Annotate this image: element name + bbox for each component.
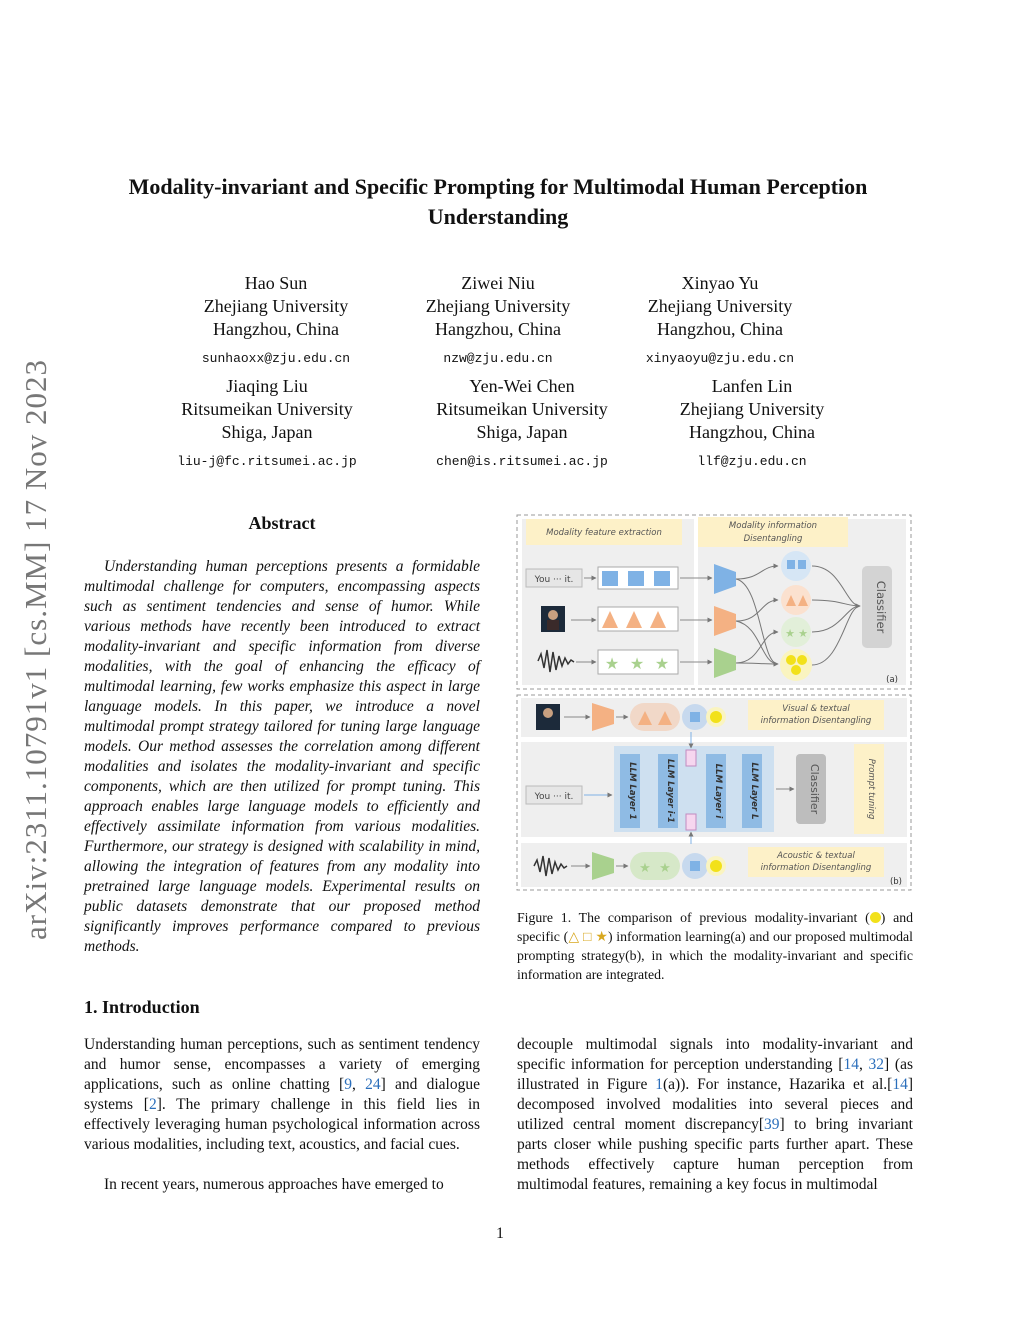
llm-layer-label: LLM Layer L (749, 762, 759, 820)
author-block (600, 272, 840, 370)
classifier-label: Classifier (874, 580, 888, 634)
author-block (632, 375, 872, 473)
author-name: Hao Sun (244, 273, 308, 293)
author-name: Ziwei Niu (461, 273, 535, 293)
square-icon (787, 560, 795, 569)
star-icon: ★ (785, 628, 795, 640)
author-affiliation: Zhejiang University (679, 399, 825, 419)
author-block (402, 375, 642, 473)
citation-link[interactable]: 32 (868, 1056, 885, 1073)
square-icon (602, 571, 618, 586)
feature-extraction-label: Modality feature extraction (546, 528, 662, 538)
author-location: Hangzhou, China (435, 319, 561, 339)
text-run: Figure 1. The comparison of previous modality-invariant ( (517, 910, 870, 925)
invariant-dot-icon (870, 912, 881, 923)
text-run: Understanding human perceptions, such as sentiment tendency and humor sense, encompasses a variety of emerging applications, such as online chatting [ (84, 1036, 480, 1093)
text-run: ] to bring invariant parts closer while pushing specific parts further apart. These methods effectively capture human perception from multimodal features, remaining a key focus in multimodal (517, 1116, 913, 1193)
disentangling-label-line1: Modality information (728, 521, 818, 531)
author-location: Hangzhou, China (657, 319, 783, 339)
star-icon: ★ (654, 656, 670, 673)
invariant-dot (710, 711, 722, 723)
prompt-token-icon (686, 814, 696, 830)
introduction-heading: 1. Introduction (84, 997, 200, 1017)
disentangling-label-line2: Disentangling (743, 534, 803, 544)
page-number: 1 (496, 1225, 504, 1242)
abstract-heading: Abstract (248, 513, 316, 533)
author-name: Xinyao Yu (681, 273, 759, 293)
invariant-dot (710, 860, 722, 872)
citation-link[interactable]: 2 (148, 1096, 157, 1113)
author-email[interactable]: llf@zju.edu.cn (697, 454, 807, 469)
classifier-label: Classifier (808, 763, 821, 815)
text-input-label: You ··· it. (534, 792, 574, 802)
author-email[interactable]: sunhaoxx@zju.edu.cn (201, 351, 351, 366)
author-location: Shiga, Japan (221, 422, 313, 442)
face-icon (548, 610, 558, 620)
intro-paragraph-right (517, 1035, 913, 1195)
arxiv-identifier: arXiv:2311.10791v1 [cs.MM] 17 Nov 2023 (18, 358, 53, 940)
text-input-label: You ··· it. (534, 575, 574, 585)
author-affiliation: Ritsumeikan University (181, 399, 353, 419)
abstract-text: Understanding human perceptions presents a formidable multimodal challenge for computers, encompassing aspects such as sentiment tendencies and sense of humor. While various methods have recently been introduced to extract modality-invariant and specific information from diverse modalities, with the goal of enhancing the efficacy of multimodal learning, few works emphasize this aspect in large language models. In this paper, we introduce a novel multimodal prompt strategy tailored for tuning large language models. Our method assesses the correlation among different modalities and isolates the modality-invariant and specific components, which are then utilized for prompt tuning. This approach enables large language models to efficiently and effectively assimilate information from various modalities. Furthermore, our strategy is designed with scalability in mind, allowing the integration of features from any modality into pretrained large language models. Experimental results on public datasets demonstrate that our proposed method significantly improves performance compared to previous methods. (84, 558, 480, 955)
author-affiliation: Zhejiang University (647, 296, 793, 316)
panel-a-tag: (a) (886, 675, 898, 685)
acoustic-disentangling-label-line2: information Disentangling (760, 863, 872, 873)
author-name: Jiaqing Liu (226, 376, 308, 396)
specific-text-node (781, 551, 811, 581)
specific-visual-node (781, 585, 811, 615)
author-email[interactable]: xinyaoyu@zju.edu.cn (645, 351, 795, 366)
face-icon (543, 708, 553, 718)
square-icon (628, 571, 644, 586)
figure-link[interactable]: 1 (655, 1076, 663, 1093)
text-run: ) information learning(a) and our proposed multimodal prompting strategy(b), in which the modality-invariant and specific information are integrated. (517, 929, 913, 982)
star-icon: ★ (604, 656, 620, 673)
intro-paragraph-2: In recent years, numerous approaches have emerged to (104, 1176, 444, 1193)
invariant-dot (786, 655, 796, 665)
author-block (378, 272, 618, 370)
visual-disentangling-label-line1: Visual & textual (782, 704, 850, 714)
author-affiliation: Zhejiang University (425, 296, 571, 316)
author-location: Hangzhou, China (213, 319, 339, 339)
figure-1-diagram (516, 514, 912, 894)
citation-link[interactable]: 24 (365, 1076, 381, 1093)
author-location: Shiga, Japan (476, 422, 568, 442)
text-run: (a)). For instance, Hazarika et al.[ (663, 1076, 893, 1093)
square-icon (798, 560, 806, 569)
text-run: , (858, 1056, 869, 1073)
star-icon: ★ (639, 860, 651, 875)
llm-layer-label: LLM Layer 1 (627, 762, 637, 820)
citation-link[interactable]: 9 (344, 1076, 352, 1093)
acoustic-disentangling-label-line1: Acoustic & textual (777, 851, 855, 861)
text-run: ) and specific ( (517, 910, 913, 944)
author-block (156, 272, 396, 370)
citation-link[interactable]: 14 (843, 1056, 859, 1073)
square-icon (690, 861, 700, 871)
text-run: ]. The primary challenge in this field lies in effectively leveraging human psychological information across various modalities, including text, acoustics, and facial cues. (84, 1096, 480, 1153)
author-affiliation: Ritsumeikan University (436, 399, 608, 419)
invariant-dot (797, 655, 807, 665)
specific-visual-node (630, 703, 680, 731)
star-icon: ★ (659, 860, 671, 875)
author-email[interactable]: chen@is.ritsumei.ac.jp (436, 454, 608, 469)
llm-layer-label: LLM Layer i (713, 763, 723, 819)
panel-b-tag: (b) (889, 877, 902, 887)
visual-disentangling-label-line2: information Disentangling (760, 716, 872, 726)
square-icon (654, 571, 670, 586)
author-affiliation: Zhejiang University (203, 296, 349, 316)
text-run: , (351, 1076, 366, 1093)
citation-link[interactable]: 39 (764, 1116, 780, 1133)
text-run: ] decomposed involved modalities into several pieces and utilized central moment discrepancy[ (517, 1076, 913, 1133)
text-run: ] (as illustrated in Figure (517, 1056, 913, 1093)
specific-symbols-icon: △ □ ★ (568, 929, 608, 944)
intro-paragraph-1 (84, 1035, 480, 1155)
author-name: Yen-Wei Chen (469, 376, 575, 396)
text-run: ] and dialogue systems [ (84, 1076, 480, 1113)
figure-caption (517, 908, 913, 984)
person-icon (547, 620, 559, 630)
author-email[interactable]: nzw@zju.edu.cn (443, 351, 553, 366)
prompt-tuning-label: Prompt tuning (866, 758, 876, 820)
prompt-token-icon (686, 750, 696, 766)
author-block (147, 375, 387, 473)
star-icon: ★ (798, 628, 808, 640)
author-location: Hangzhou, China (689, 422, 815, 442)
invariant-dot (791, 665, 801, 675)
author-email[interactable]: liu-j@fc.ritsumei.ac.jp (177, 454, 357, 469)
paper-title: Modality-invariant and Specific Prompting for Multimodal Human Perception Understanding (128, 174, 868, 229)
text-run: decouple multimodal signals into modality-invariant and specific information for perception understanding [ (517, 1036, 913, 1073)
star-icon: ★ (629, 656, 645, 673)
citation-link[interactable]: 14 (892, 1076, 908, 1093)
square-icon (690, 712, 700, 722)
specific-acoustic-node (630, 852, 680, 880)
llm-layer-label: LLM Layer i-1 (665, 759, 675, 823)
author-name: Lanfen Lin (711, 376, 793, 396)
